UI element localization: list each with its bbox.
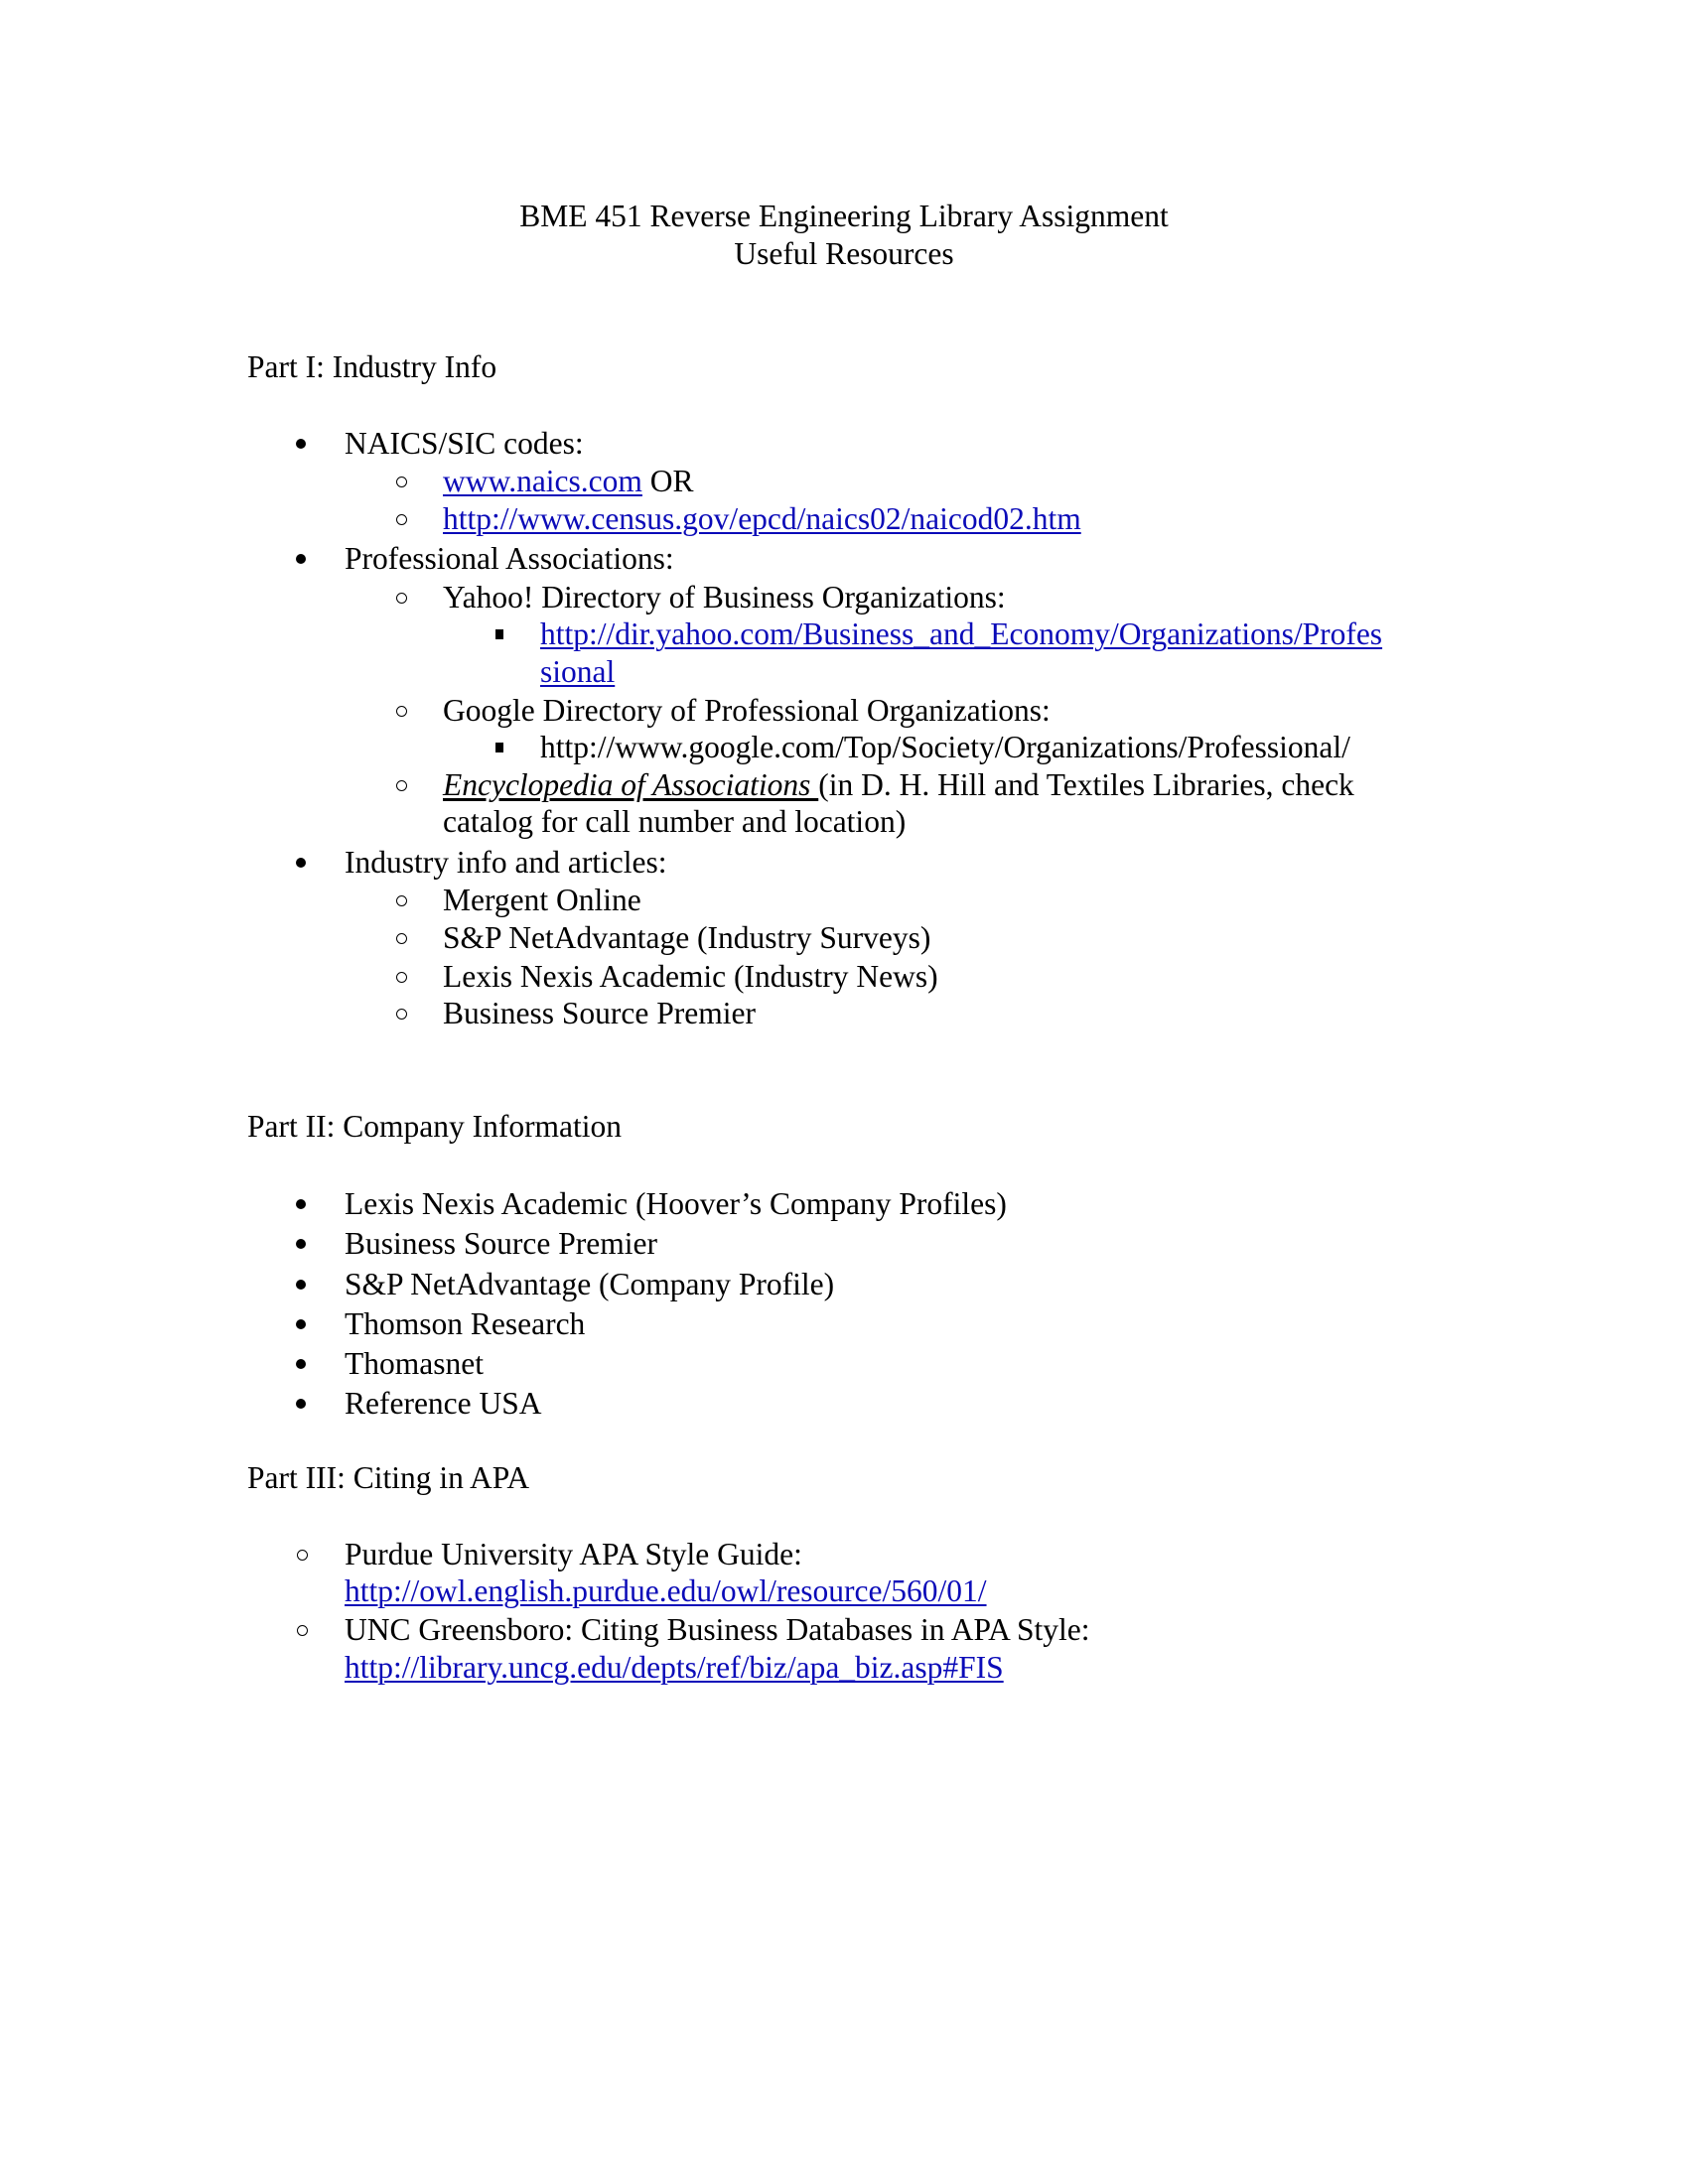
or-text: OR xyxy=(641,464,694,498)
yahoo-directory-link-cont[interactable]: sional xyxy=(540,654,616,689)
encyclopedia-note-cont: catalog for call number and location) xyxy=(443,804,907,839)
industry-item: Mergent Online xyxy=(443,883,641,917)
industry-info-label: Industry info and articles: xyxy=(345,845,667,880)
encyclopedia-row xyxy=(443,767,1354,803)
bullet-circle-icon xyxy=(396,959,410,995)
bullet-circle-icon xyxy=(396,580,410,615)
bullet-disc-icon xyxy=(296,1186,310,1222)
company-item: S&P NetAdvantage (Company Profile) xyxy=(345,1267,835,1301)
bullet-disc-icon xyxy=(296,541,310,577)
bullet-disc-icon xyxy=(296,426,310,462)
yahoo-directory-label: Yahoo! Directory of Business Organizations: xyxy=(443,580,1006,614)
naics-label: NAICS/SIC codes: xyxy=(345,426,584,461)
company-item: Business Source Premier xyxy=(345,1226,657,1261)
bullet-square-icon xyxy=(495,616,509,652)
naics-com-link[interactable]: www.naics.com xyxy=(443,464,642,498)
bullet-circle-icon xyxy=(396,464,410,499)
bullet-disc-icon xyxy=(296,1386,310,1422)
bullet-disc-icon xyxy=(296,845,310,881)
naics-link-row xyxy=(443,464,694,499)
census-naics-link[interactable]: http://www.census.gov/epcd/naics02/naicod02.htm xyxy=(443,501,1081,536)
part1-heading: Part I: Industry Info xyxy=(247,349,497,384)
company-item: Lexis Nexis Academic (Hoover’s Company Profiles) xyxy=(345,1186,1007,1221)
uncg-apa-link[interactable]: http://library.uncg.edu/depts/ref/biz/apa_biz.asp#FIS xyxy=(345,1650,1004,1685)
uncg-label: UNC Greensboro: Citing Business Databases in APA Style: xyxy=(345,1612,1090,1647)
purdue-apa-link[interactable]: http://owl.english.purdue.edu/owl/resource/560/01/ xyxy=(345,1573,987,1608)
document-subtitle: Useful Resources xyxy=(734,236,954,271)
part3-heading: Part III: Citing in APA xyxy=(247,1460,530,1495)
document-title: BME 451 Reverse Engineering Library Assignment xyxy=(519,199,1169,233)
google-directory-url: http://www.google.com/Top/Society/Organizations/Professional/ xyxy=(540,730,1350,764)
yahoo-directory-link[interactable]: http://dir.yahoo.com/Business_and_Economy/Organizations/Profes xyxy=(540,616,1383,651)
encyclopedia-title[interactable]: Encyclopedia of Associations xyxy=(443,767,819,802)
industry-item: Business Source Premier xyxy=(443,996,756,1030)
bullet-circle-icon xyxy=(297,1612,311,1648)
professional-associations-label: Professional Associations: xyxy=(345,541,674,576)
part2-heading: Part II: Company Information xyxy=(247,1109,623,1144)
bullet-circle-icon xyxy=(396,767,410,803)
bullet-circle-icon xyxy=(297,1537,311,1572)
bullet-circle-icon xyxy=(396,501,410,537)
bullet-disc-icon xyxy=(296,1226,310,1262)
encyclopedia-note: (in D. H. Hill and Textiles Libraries, check xyxy=(818,767,1354,802)
bullet-circle-icon xyxy=(396,996,410,1031)
bullet-disc-icon xyxy=(296,1306,310,1342)
bullet-disc-icon xyxy=(296,1346,310,1382)
purdue-label: Purdue University APA Style Guide: xyxy=(345,1537,802,1571)
company-item: Thomasnet xyxy=(345,1346,484,1381)
bullet-disc-icon xyxy=(296,1267,310,1302)
bullet-circle-icon xyxy=(396,883,410,918)
google-directory-label: Google Directory of Professional Organizations: xyxy=(443,693,1051,728)
bullet-circle-icon xyxy=(396,693,410,729)
industry-item: S&P NetAdvantage (Industry Surveys) xyxy=(443,920,931,955)
industry-item: Lexis Nexis Academic (Industry News) xyxy=(443,959,938,994)
bullet-square-icon xyxy=(495,730,509,765)
company-item: Thomson Research xyxy=(345,1306,586,1341)
company-item: Reference USA xyxy=(345,1386,542,1421)
bullet-circle-icon xyxy=(396,920,410,956)
